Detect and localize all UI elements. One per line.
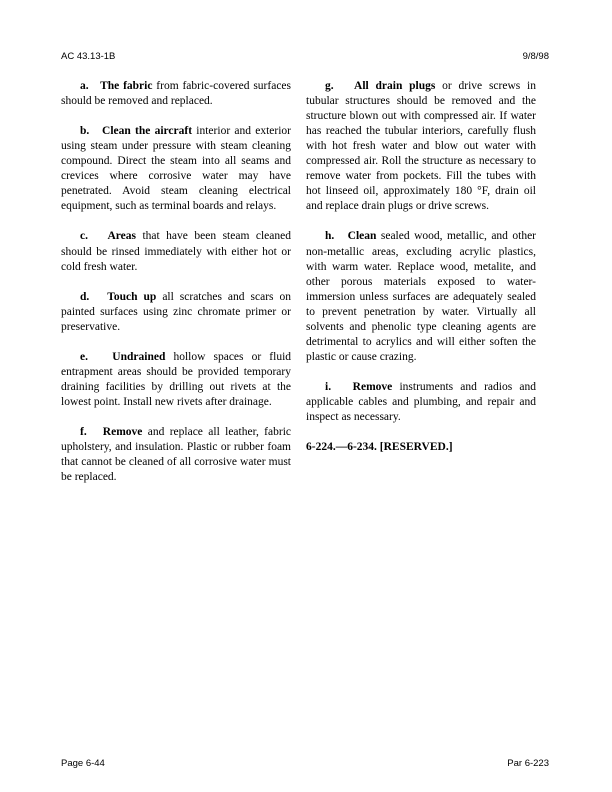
header-date: 9/8/98 [522, 51, 549, 62]
paragraph-text: and replace all leather, fabric upholstery, and insulation. Plastic or rubber foam that cannot be cleaned of all corrosive water must be replaced. [61, 426, 291, 484]
paragraph-text: all scratches and scars on painted surfaces using zinc chromate primer or preservative. [61, 290, 292, 333]
paragraph-f [61, 425, 291, 485]
left-column [61, 79, 291, 500]
paragraph-d [61, 290, 291, 335]
paragraph-lead: Undrained [112, 350, 166, 363]
header-doc-id: AC 43.13-1B [61, 51, 116, 62]
paragraph-lead: Clean [347, 230, 377, 243]
paragraph-lead: Clean the aircraft [102, 125, 193, 138]
paragraph-lead: Remove [102, 426, 143, 439]
footer-paragraph-ref: Par 6-223 [507, 758, 549, 769]
paragraph-tag: g. [325, 80, 334, 92]
paragraph-tag: b. [80, 125, 90, 138]
paragraph-text: sealed wood, metallic, and other non-metallic areas, excluding acrylic plastics, with warm water. Replace wood, metalite, and other porous materials exposed to water-immersion unless surfaces are adequately sealed to prevent penetration by water. Virtually all solvents and phenolic type cleaning agents are detrimental to acrylics and will either soften the plastic or cause crazing. [306, 230, 537, 363]
paragraph-text: or drive screws in tubular structures should be removed and the structure blown out with compressed air. If water has reached the tubular interiors, carefully flush with hot fresh water and blow out water with compressed air. Roll the structure as necessary to remove water from pockets. Fill the tubes with hot linseed oil, approximately 180 °F, drain oil and replace drain plugs or drive screws. [306, 80, 536, 213]
paragraph-tag: d. [80, 290, 90, 303]
paragraph-text: interior and exterior using steam under pressure with steam cleaning compound. Direct the steam into all seams and crevices where corrosive water may have penetrated. Avoid steam cleaning electrical equipment, such as terminal boards and relays. [61, 125, 291, 213]
paragraph-lead: Remove [352, 380, 393, 393]
paragraph-lead: All drain plugs [354, 80, 436, 92]
paragraph-tag: c. [80, 230, 88, 243]
paragraph-text: instruments and radios and applicable cables and plumbing, and repair and inspect as necessary. [306, 380, 537, 424]
paragraph-b [61, 124, 291, 214]
paragraph-lead: Areas [107, 230, 136, 243]
paragraph-text: that have been steam cleaned should be rinsed immediately with either hot or cold fresh water. [61, 230, 291, 273]
paragraph-tag: i. [325, 380, 332, 393]
paragraph-lead: Touch up [107, 290, 157, 303]
paragraph-a [61, 79, 291, 109]
reserved-heading: 6-224.—6-234. [RESERVED.] [306, 441, 453, 454]
paragraph-tag: h. [325, 230, 335, 243]
paragraph-e [61, 350, 291, 410]
paragraph-g [306, 79, 536, 214]
right-column [306, 79, 536, 455]
paragraph-tag: a. [80, 80, 89, 92]
paragraph-text: from fabric-covered surfaces should be removed and replaced. [61, 80, 292, 108]
paragraph-tag: f. [80, 426, 87, 439]
footer-page-number: Page 6-44 [61, 758, 105, 769]
paragraph-c [61, 229, 291, 274]
paragraph-i [306, 380, 536, 425]
paragraph-h [306, 229, 536, 364]
paragraph-text: hollow spaces or fluid entrapment areas should be provided temporary draining facilities by drilling out rivets at the lowest point. Install new rivets after drainage. [61, 350, 292, 408]
paragraph-lead: The fabric [100, 80, 153, 92]
paragraph-tag: e. [80, 350, 88, 363]
